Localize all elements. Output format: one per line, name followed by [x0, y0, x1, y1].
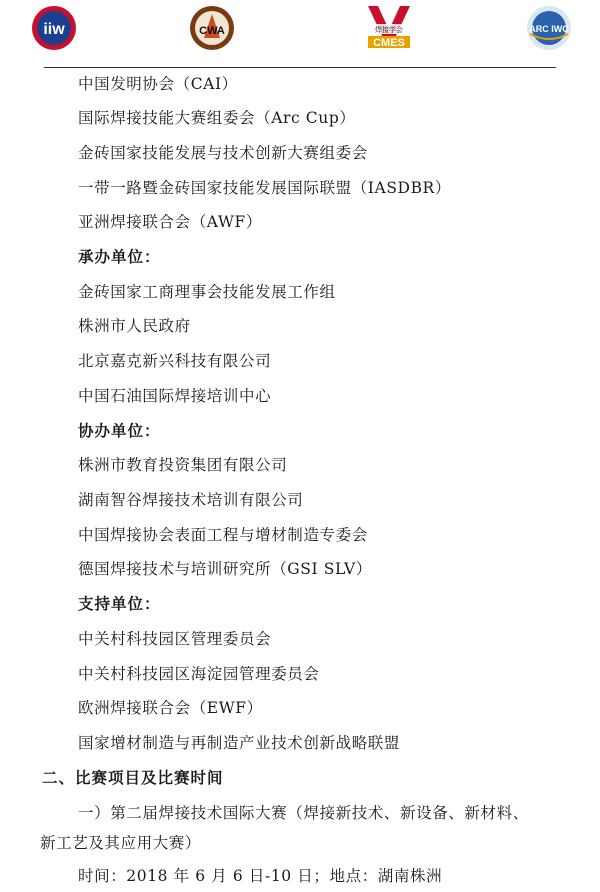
list-item: 金砖国家工商理事会技能发展工作组: [78, 283, 336, 301]
list-item: 中关村科技园区管理委员会: [78, 630, 272, 648]
svg-text:焊接学会: 焊接学会: [375, 26, 403, 34]
logo-header: [0, 0, 600, 70]
list-item: 一带一路暨金砖国家技能发展国际联盟（IASDBR）: [78, 179, 451, 197]
list-item: 中国发明协会（CAI）: [78, 75, 238, 93]
time-location-line: 时间：2018 年 6 月 6 日-10 日；地点：湖南株洲: [78, 867, 443, 885]
svg-text:CWA: CWA: [199, 25, 225, 37]
co-heading: 协办单位：: [78, 422, 161, 440]
list-item: 德国焊接技术与培训研究所（GSI SLV）: [78, 560, 372, 578]
list-item: 株洲市教育投资集团有限公司: [78, 456, 288, 474]
host-heading: 承办单位：: [78, 248, 161, 266]
list-item: 中国焊接协会表面工程与增材制造专委会: [78, 526, 368, 544]
list-item: 湖南智谷焊接技术培训有限公司: [78, 491, 304, 509]
list-item: 欧洲焊接联合会（EWF）: [78, 699, 263, 717]
svg-text:CMES: CMES: [373, 37, 405, 49]
list-item: 株洲市人民政府: [78, 317, 191, 335]
svg-text:ARC IWC: ARC IWC: [529, 24, 569, 34]
arc-iwc-logo: [524, 4, 574, 52]
paragraph-line: 新工艺及其应用大赛）: [40, 834, 202, 852]
list-item: 北京嘉克新兴科技有限公司: [78, 352, 272, 370]
list-item: 国际焊接技能大赛组委会（Arc Cup）: [78, 109, 356, 127]
list-item: 中关村科技园区海淀园管理委员会: [78, 665, 320, 683]
svg-text:iiw: iiw: [43, 21, 65, 38]
section-heading: 二、比赛项目及比赛时间: [42, 769, 224, 787]
list-item: 国家增材制造与再制造产业技术创新战略联盟: [78, 734, 401, 752]
iiw-logo: [30, 4, 78, 52]
header-divider: [44, 67, 556, 68]
support-heading: 支持单位：: [78, 595, 161, 613]
paragraph-line: 一）第二届焊接技术国际大赛（焊接新技术、新设备、新材料、: [78, 804, 529, 822]
cwa-logo: [188, 4, 236, 52]
cmes-logo: [366, 4, 412, 50]
list-item: 金砖国家技能发展与技术创新大赛组委会: [78, 144, 368, 162]
list-item: 亚洲焊接联合会（AWF）: [78, 213, 262, 231]
list-item: 中国石油国际焊接培训中心: [78, 387, 272, 405]
